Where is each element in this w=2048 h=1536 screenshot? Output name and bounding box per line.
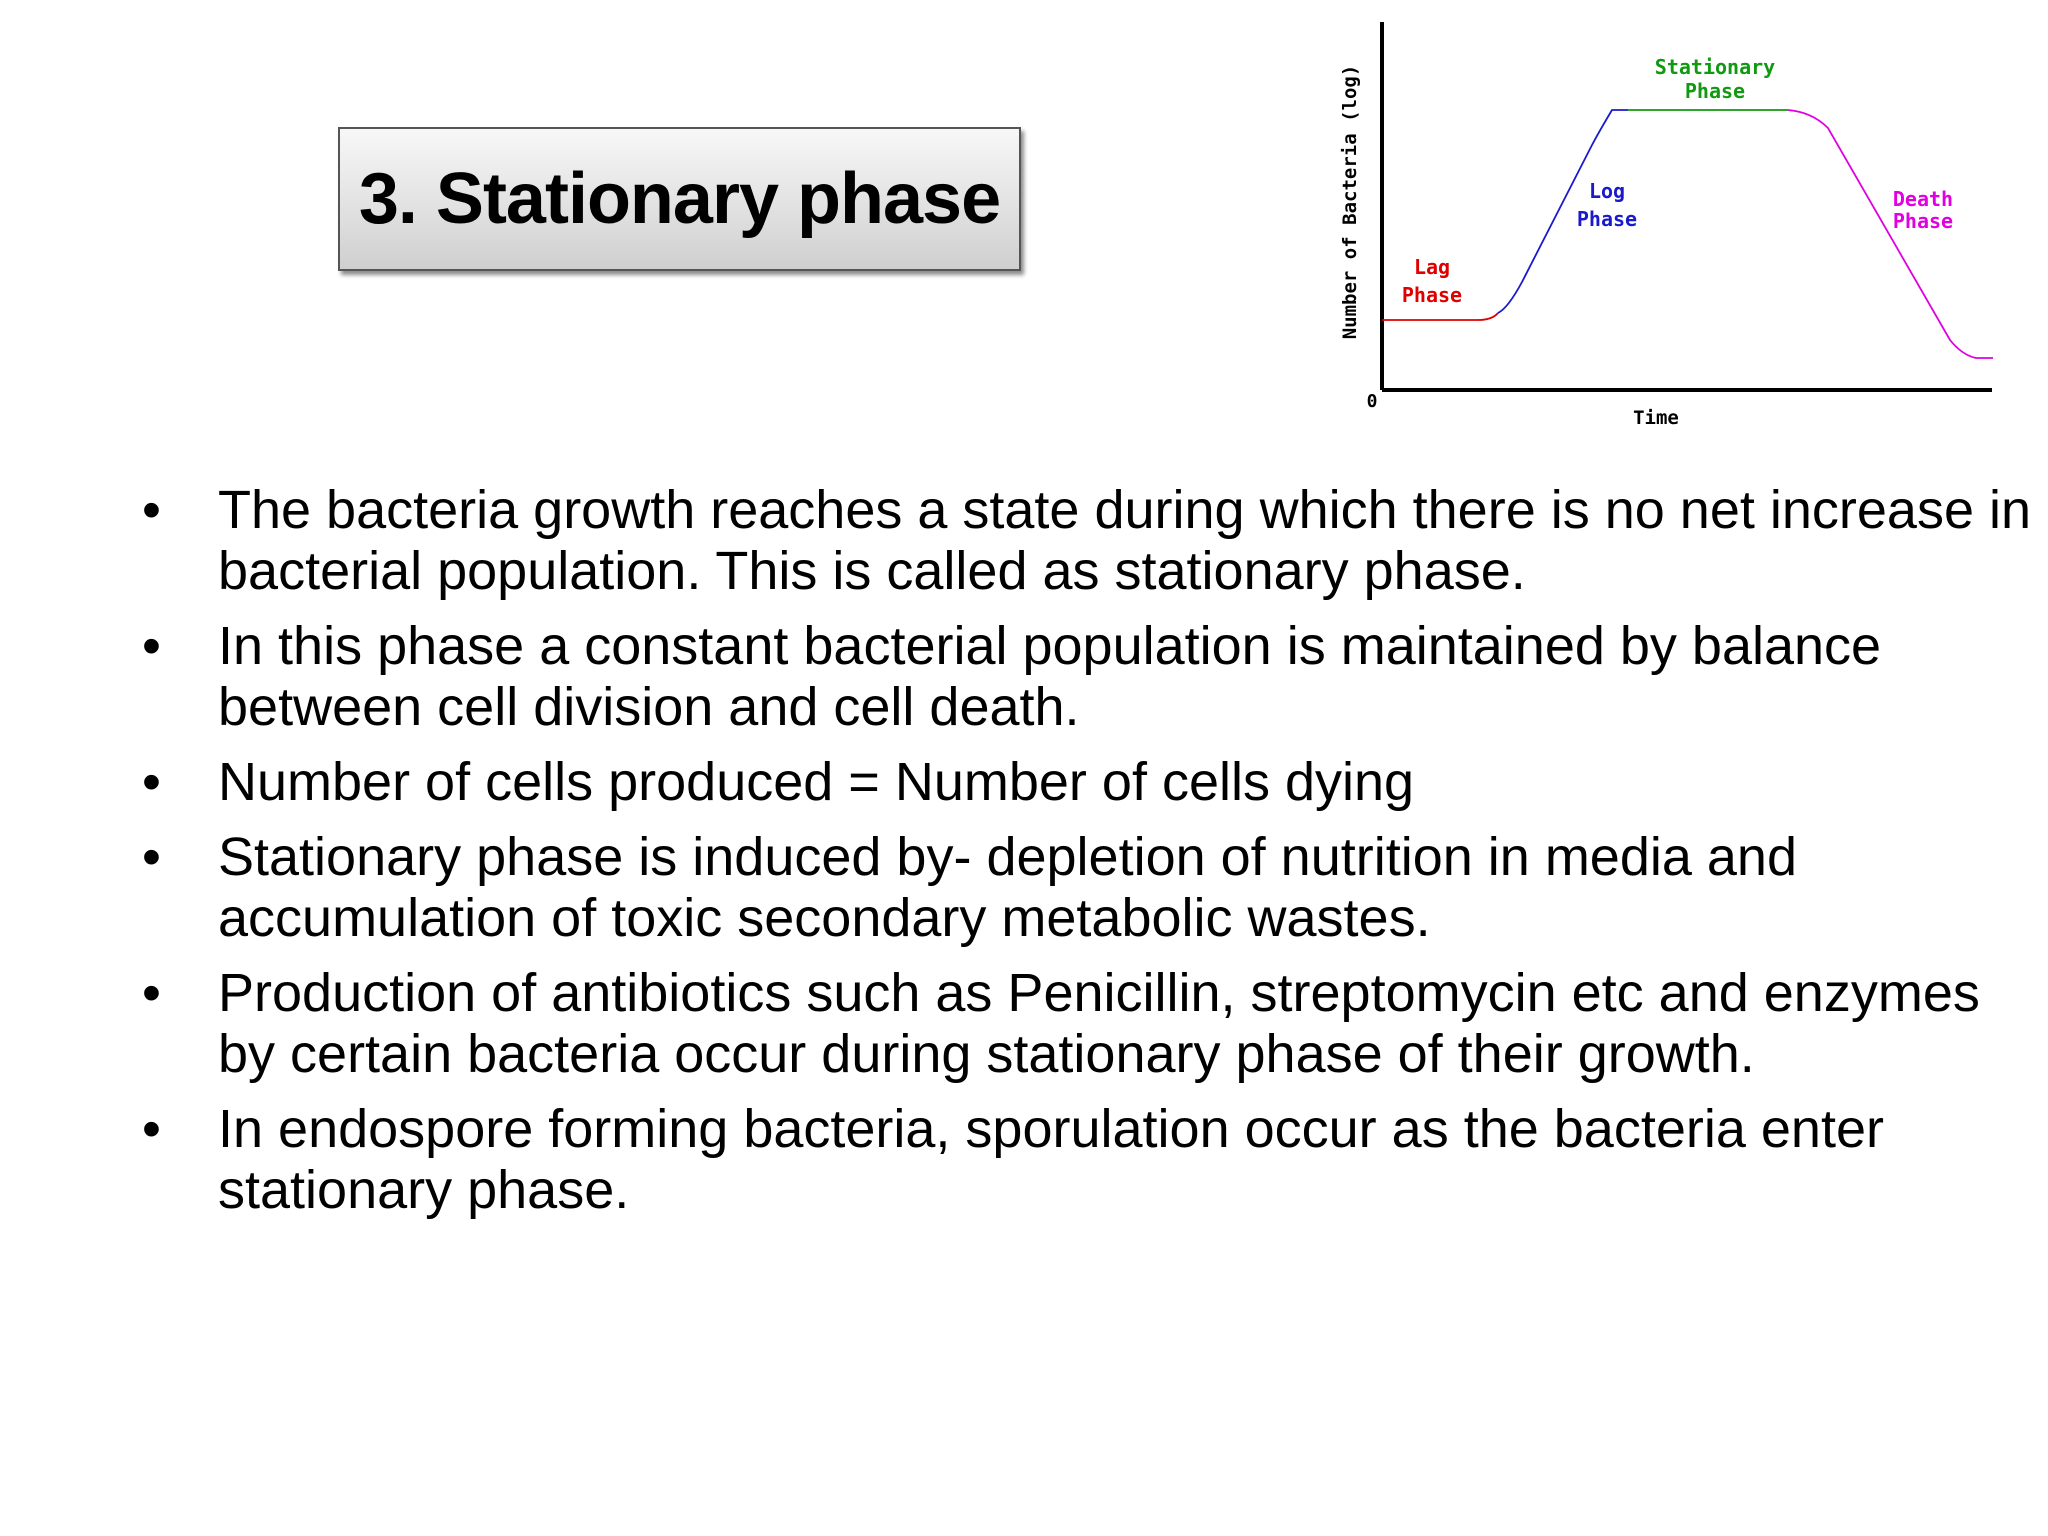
stationary-phase-label-1: Stationary [1654,55,1776,79]
bullet-text: In endospore forming bacteria, sporulation occur as the bacteria enter stationary phase. [218,1099,1884,1220]
log-phase-label-2: Phase [1576,207,1638,231]
death-phase-label-1: Death [1892,187,1954,211]
bullet-marker: • [142,616,161,676]
y-axis-label: Number of Bacteria (log) [1339,64,1361,340]
bullet-marker: • [142,963,161,1023]
lag-phase-label-1: Lag [1413,255,1451,279]
bullet-marker: • [142,1099,161,1159]
bullet-marker: • [142,827,161,887]
bullet-text: The bacteria growth reaches a state during which there is no net increase in bacterial population. This is called as stationary phase. [218,480,2032,601]
stationary-phase-label-2: Phase [1684,79,1746,103]
bullet-text: Stationary phase is induced by- depletion of nutrition in media and accumulation of toxic secondary metabolic wastes. [218,827,1797,948]
death-phase-curve [1788,110,1993,358]
log-phase-label-1: Log [1588,179,1626,203]
slide-title: 3. Stationary phase [358,159,1001,239]
bullet-text: Number of cells produced = Number of cells dying [218,752,1415,812]
bullet-text: In this phase a constant bacterial population is maintained by balance between cell division and cell death. [218,616,1882,737]
title-box [338,127,1021,271]
bullet-text: Production of antibiotics such as Penicillin, streptomycin etc and enzymes by certain bacteria occur during stationary phase of their growth. [218,963,1980,1084]
bullet-item [138,827,2038,949]
bullet-item [138,1099,2038,1221]
bullet-marker: • [142,480,161,540]
death-phase-label-2: Phase [1892,209,1954,233]
bullet-item [138,963,2038,1085]
growth-curve-svg [1330,10,2000,440]
bullet-item [138,480,2038,602]
bullet-marker: • [142,752,161,812]
bullet-item [138,616,2038,738]
origin-label: 0 [1366,391,1378,412]
lag-phase-curve [1382,313,1498,320]
bullet-list [138,480,2032,1235]
growth-curve-figure [1330,10,2000,440]
bullet-item [138,752,2038,813]
lag-phase-label-2: Phase [1401,283,1463,307]
x-axis-label: Time [1633,407,1679,429]
